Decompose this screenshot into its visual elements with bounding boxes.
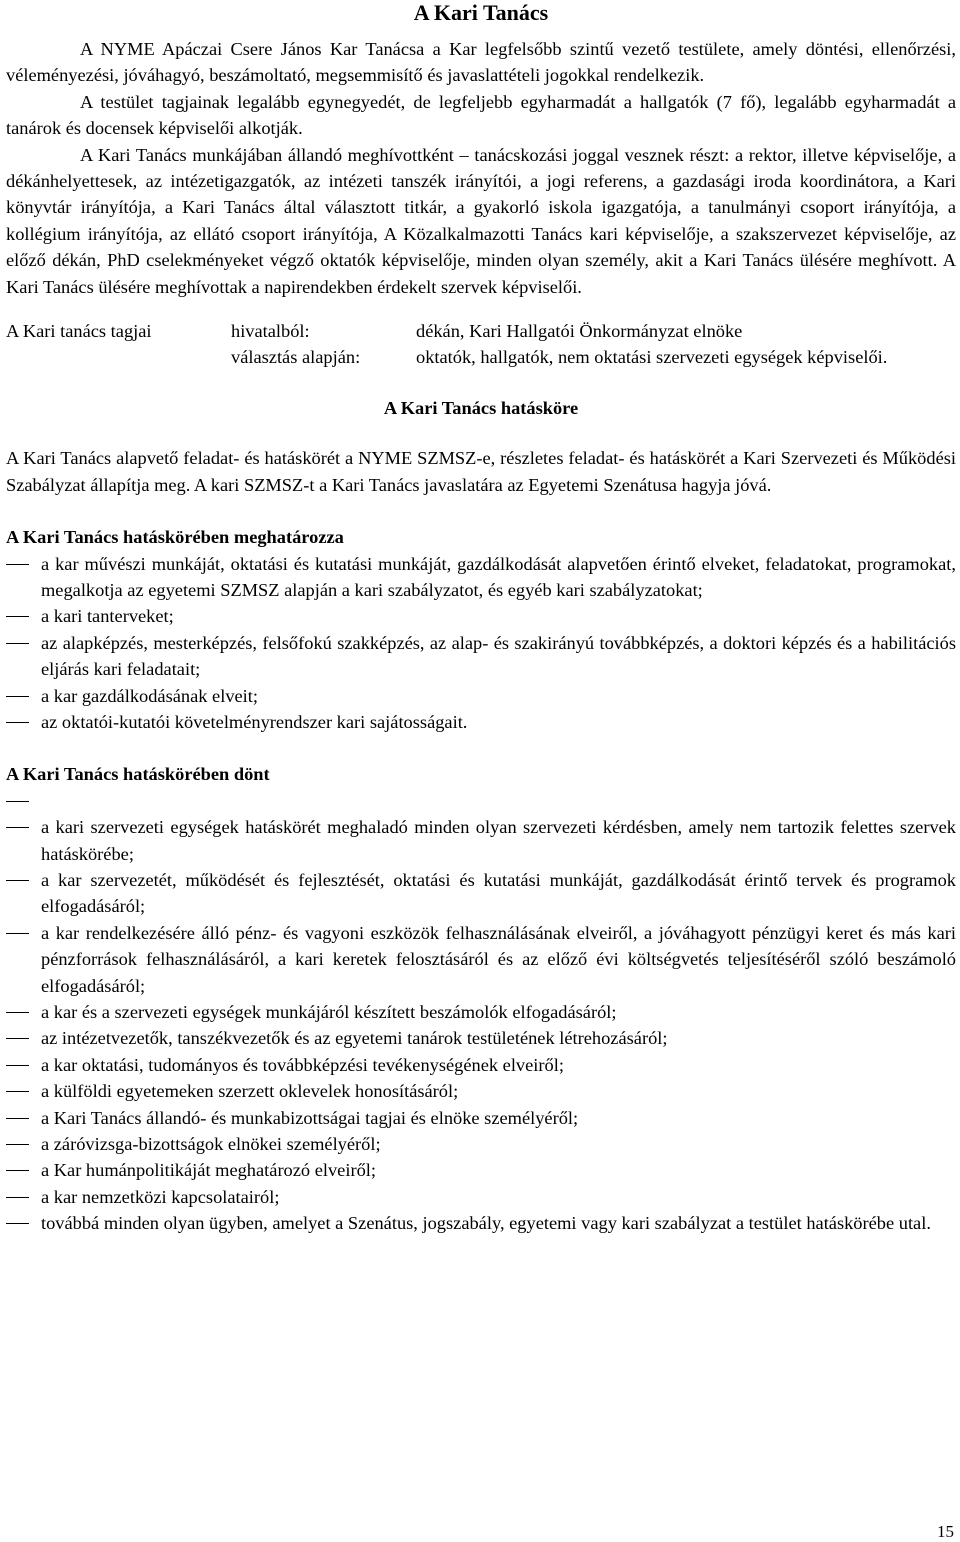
list-item [6, 788, 956, 814]
list-item: a kar oktatási, tudományos és továbbképzési tevékenységének elveiről; [6, 1052, 956, 1078]
list-item: a kar szervezetét, működését és fejlesztését, oktatási és kutatási munkáját, gazdálkodását érintő tervek és programok elfogadásáról; [6, 867, 956, 920]
members-label: A Kari tanács tagjai [6, 321, 152, 342]
list-item: az alapképzés, mesterképzés, felsőfokú szakképzés, az alap- és szakirányú továbbképzés, a doktori képzés és a habilitációs eljárás kari feladatait; [6, 630, 956, 683]
dash-bullet-icon [6, 1091, 29, 1092]
list-item: a kar gazdálkodásának elveit; [6, 683, 956, 709]
intro-paragraph-1: A NYME Apáczai Csere János Kar Tanácsa a Kar legfelsőbb szintű vezető testülete, amely döntési, ellenőrzési, véleményezési, jóváhagyó, beszámoltató, megsemmisítő és javaslattételi jogokkal rendelkezik. [6, 39, 956, 86]
dash-bullet-icon [6, 933, 29, 934]
members-row2-value: oktatók, hallgatók, nem oktatási szervezeti egységek képviselői. [416, 347, 888, 368]
dash-bullet-icon [6, 827, 29, 828]
dash-bullet-icon [6, 722, 29, 723]
list-item: a Kari Tanács állandó- és munkabizottságai tagjai és elnöke személyéről; [6, 1105, 956, 1131]
decides-list [6, 788, 956, 1237]
list-item: továbbá minden olyan ügyben, amelyet a Szenátus, jogszabály, egyetemi vagy kari szabályzat a testület hatáskörébe utal. [6, 1210, 956, 1236]
list-item: a kari tanterveket; [6, 603, 956, 629]
determines-heading: A Kari Tanács hatáskörében meghatározza [6, 527, 344, 548]
list-item: a záróvizsga-bizottságok elnökei személyéről; [6, 1131, 956, 1157]
dash-bullet-icon [6, 1118, 29, 1119]
list-item: a Kar humánpolitikáját meghatározó elveiről; [6, 1157, 956, 1183]
list-item: a külföldi egyetemeken szerzett oklevelek honosításáról; [6, 1078, 956, 1104]
dash-bullet-icon [6, 643, 29, 644]
intro-paragraph-2: A testület tagjainak legalább egynegyedét, de legfeljebb egyharmadát a hallgatók (7 fő), legalább egyharmadát a tanárok és docensek képviselői alkotják. [6, 91, 956, 139]
scope-heading: A Kari Tanács hatásköre [383, 397, 579, 418]
dash-bullet-icon [6, 1065, 29, 1066]
document-page [6, 0, 956, 1237]
decides-heading: A Kari Tanács hatáskörében dönt [6, 764, 270, 785]
dash-bullet-icon [6, 801, 29, 802]
members-row2-key: választás alapján: [231, 347, 361, 368]
scope-paragraph: A Kari Tanács alapvető feladat- és hatáskörét a NYME SZMSZ-e, részletes feladat- és hatáskörét a Kari Szervezeti és Működési Szabályzat állapítja meg. A kari SZMSZ-t a Kari Tanács javaslatára az Egyetemi Szenátusa hagyja jóvá. [6, 448, 956, 495]
list-item: az intézetvezetők, tanszékvezetők és az egyetemi tanárok testületének létrehozásáról; [6, 1025, 956, 1051]
list-item: a kar és a szervezeti egységek munkájáról készített beszámolók elfogadásáról; [6, 999, 956, 1025]
page-number: 15 [937, 1522, 954, 1541]
dash-bullet-icon [6, 1144, 29, 1145]
list-item: az oktatói-kutatói követelményrendszer kari sajátosságait. [6, 709, 956, 735]
dash-bullet-icon [6, 696, 29, 697]
list-item: a kar rendelkezésére álló pénz- és vagyoni eszközök felhasználásának elveiről, a jóváhagyott pénzügyi keret és más kari pénzforrások felhasználásáról, a kari keretek felosztásáról és az előző évi költségvetés teljesítéséről szóló beszámoló elfogadásáról; [6, 920, 956, 999]
dash-bullet-icon [6, 880, 29, 881]
members-row1-key: hivatalból: [231, 321, 310, 342]
dash-bullet-icon [6, 1012, 29, 1013]
dash-bullet-icon [6, 1223, 29, 1224]
dash-bullet-icon [6, 564, 29, 565]
determines-list [6, 551, 956, 736]
dash-bullet-icon [6, 1170, 29, 1171]
list-item: a kari szervezeti egységek hatáskörét meghaladó minden olyan szervezeti kérdésben, amely nem tartozik felettes szervek hatáskörébe; [6, 814, 956, 867]
page-title: A Kari Tanács [413, 0, 549, 25]
members-spacer [6, 344, 231, 370]
intro-paragraph-3: A Kari Tanács munkájában állandó meghívottként – tanácskozási joggal vesznek részt: a rektor, illetve képviselője, a dékánhelyettesek, az intézetigazgatók, az intézeti tanszék irányítói, a jogi referens, a gazdasági iroda koordinátora, a Kari könyvtár irányítója, a Kari Tanács által választott titkár, a gyakorló iskola igazgatója, a tanulmányi csoport irányítója, a kollégium irányítója, az ellátó csoport irányítója, A Közalkalmazotti Tanács kari képviselője, a szakszervezet képviselője, az előző dékán, PhD cselekményeket végző oktatók képviselője, minden olyan személy, akit a Kari Tanács ülésére meghívott. A Kari Tanács ülésére meghívottak a napirendekben érdekelt szervek képviselői. [6, 144, 956, 297]
dash-bullet-icon [6, 616, 29, 617]
dash-bullet-icon [6, 1197, 29, 1198]
members-table [6, 318, 956, 371]
list-item: a kar művészi munkáját, oktatási és kutatási munkáját, gazdálkodását alapvetően érintő elveket, feladatokat, programokat, megalkotja az egyetemi SZMSZ alapján a kari szabályzatot, és egyéb kari szabályzatokat; [6, 551, 956, 604]
dash-bullet-icon [6, 1038, 29, 1039]
list-item: a kar nemzetközi kapcsolatairól; [6, 1184, 956, 1210]
members-row1-value: dékán, Kari Hallgatói Önkormányzat elnöke [416, 321, 743, 342]
